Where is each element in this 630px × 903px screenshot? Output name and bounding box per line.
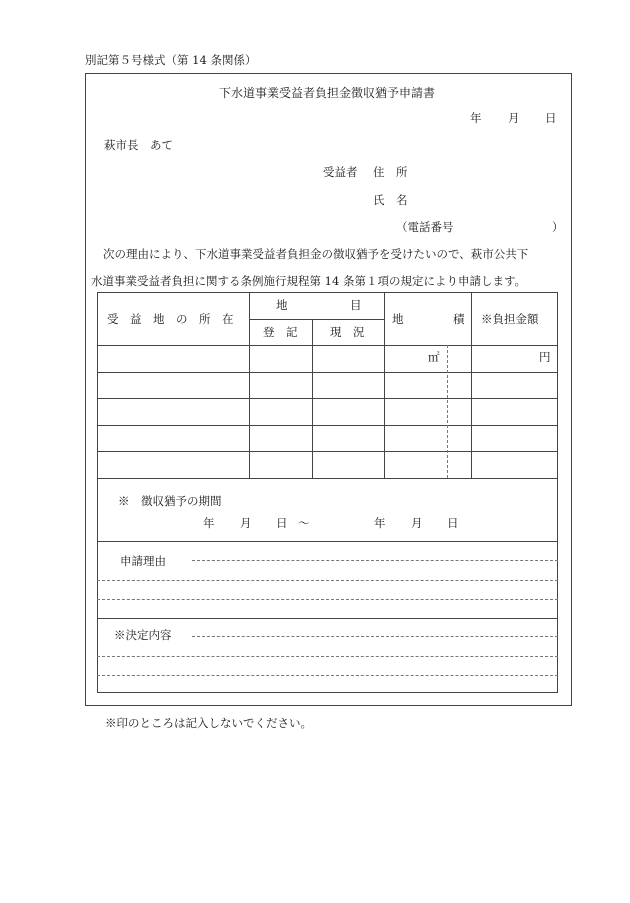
deferral-from-month: 月 <box>240 516 252 530</box>
addressee: 萩市長 あて <box>104 138 173 152</box>
decision-label: ※決定内容 <box>114 628 172 642</box>
subheader-registered: 登 記 <box>263 325 298 339</box>
header-divider <box>249 319 384 320</box>
footnote: ※印のところは記入しないでください。 <box>105 716 312 730</box>
reason-label: 申請理由 <box>120 554 166 568</box>
col-line <box>312 319 313 478</box>
date-day-label: 日 <box>545 111 557 125</box>
decision-line[interactable] <box>97 675 558 676</box>
deferral-to-year: 年 <box>374 516 386 530</box>
name-label: 氏 名 <box>373 193 408 207</box>
reason-end-line <box>97 618 558 619</box>
deferral-from-year: 年 <box>203 516 215 530</box>
col-header-area-right: 積 <box>453 312 465 326</box>
col-header-amount: ※負担金額 <box>481 312 539 326</box>
header-bottom-line <box>97 345 558 346</box>
row-line <box>97 398 558 399</box>
row-line <box>97 425 558 426</box>
decision-line[interactable] <box>97 656 558 657</box>
form-number: 別記第５号様式（第 14 条関係） <box>85 53 257 67</box>
reason-line[interactable] <box>97 580 558 581</box>
decision-line[interactable] <box>192 636 558 637</box>
col-line <box>471 292 472 478</box>
deferral-tilde: ～ <box>298 516 310 530</box>
deferral-to-month: 月 <box>411 516 423 530</box>
unit-yen: 円 <box>539 350 551 364</box>
reason-line[interactable] <box>97 599 558 600</box>
form-title: 下水道事業受益者負担金徴収猶予申請書 <box>219 86 436 100</box>
unit-square-meter: ㎡ <box>428 350 440 364</box>
col-header-area-left: 地 <box>392 312 404 326</box>
area-decimal-line <box>447 345 448 478</box>
reason-line[interactable] <box>192 560 558 561</box>
col-line <box>249 292 250 478</box>
deferral-from-day: 日 <box>276 516 288 530</box>
phone-label: （電話番号 <box>396 220 454 234</box>
address-label: 住 所 <box>373 165 408 179</box>
statement-line-1: 次の理由により、下水道事業受益者負担金の徴収猶予を受けたいので、萩市公共下 <box>103 247 529 261</box>
deferral-to-day: 日 <box>447 516 459 530</box>
date-month-label: 月 <box>508 111 520 125</box>
col-header-location: 受 益 地 の 所 在 <box>107 312 234 326</box>
row-line <box>97 451 558 452</box>
col-header-land-category-right: 目 <box>350 298 362 312</box>
date-year-label: 年 <box>470 111 482 125</box>
deferral-period-label: ※ 徴収猶予の期間 <box>118 494 222 508</box>
rows-end-line <box>97 478 558 479</box>
row-line <box>97 372 558 373</box>
col-header-land-category-left: 地 <box>276 298 288 312</box>
col-line <box>384 292 385 478</box>
applicant-label: 受益者 <box>323 165 358 179</box>
phone-close: ） <box>552 220 564 234</box>
subheader-actual: 現 況 <box>330 325 365 339</box>
period-end-line <box>97 541 558 542</box>
statement-line-2: 水道事業受益者負担に関する条例施行規程第 14 条第１項の規定により申請します。 <box>91 274 527 288</box>
